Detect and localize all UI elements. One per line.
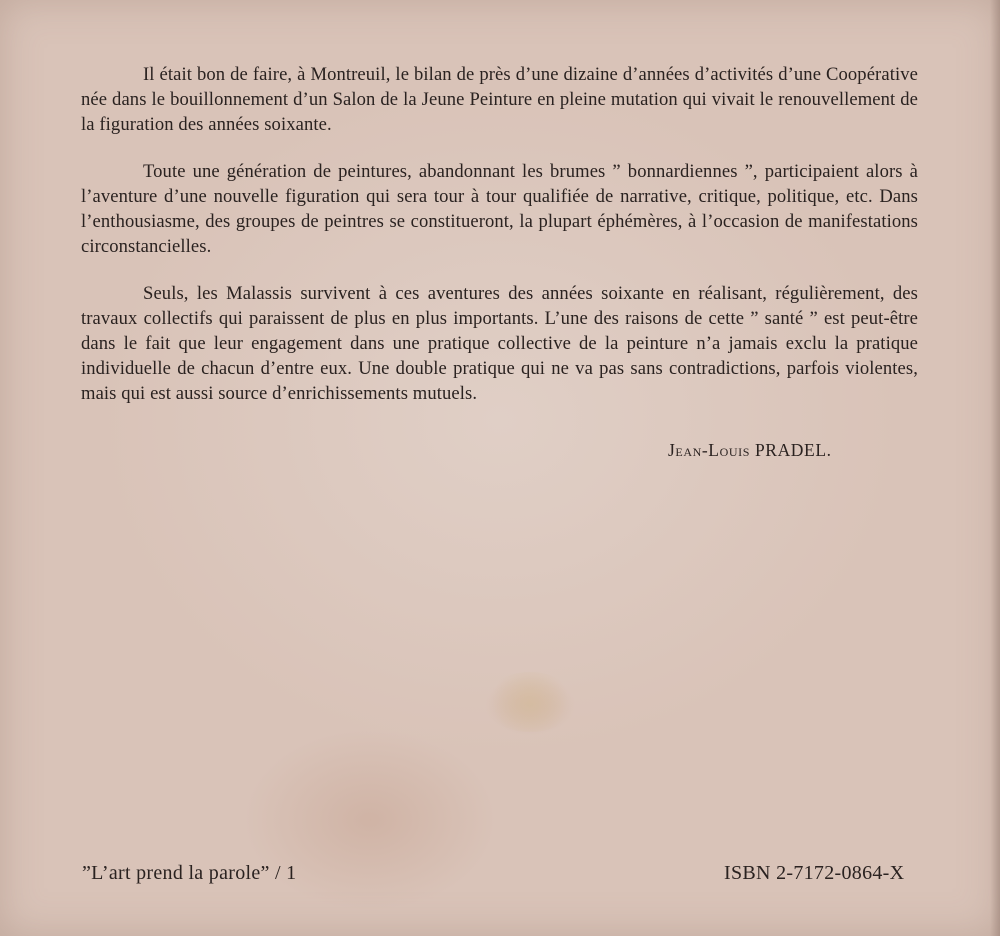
body-text — [81, 62, 918, 428]
paragraph-3: Seuls, les Malassis survivent à ces aventures des années soixante en réalisant, régulièrement, des travaux collectifs qui paraissent de plus en plus importants. L’une des raisons de cette ” santé ” est peut-être dans le fait que leur engagement dans une pratique collective de la peinture n’a jamais exclu la pratique individuelle de chacun d’entre eux. Une double pratique qui ne va pas sans contradictions, parfois violentes, mais qui est aussi source d’enrichissements mutuels. — [81, 283, 918, 404]
paragraph-1: Il était bon de faire, à Montreuil, le bilan de près d’une dizaine d’années d’activités d’une Coopérative née dans le bouillonnement d’un Salon de la Jeune Peinture en pleine mutation qui vivait le renouvellement de la figuration des années soixante. — [81, 64, 918, 135]
isbn: ISBN 2-7172-0864-X — [724, 862, 905, 884]
series-title: ”L’art prend la parole” / 1 — [82, 862, 297, 884]
author-signature: Jean-Louis PRADEL. — [668, 440, 832, 460]
paragraph-2: Toute une génération de peintures, abandonnant les brumes ” bonnardiennes ”, participaient alors à l’aventure d’une nouvelle figuration qui sera tour à tour qualifiée de narrative, critique, politique, etc. Dans l’enthousiasme, des groupes de peintres se constitueront, la plupart éphémères, à l’occasion de manifestations circonstancielles. — [81, 161, 918, 257]
paper-stain — [485, 672, 575, 732]
page-edge — [990, 0, 1000, 936]
